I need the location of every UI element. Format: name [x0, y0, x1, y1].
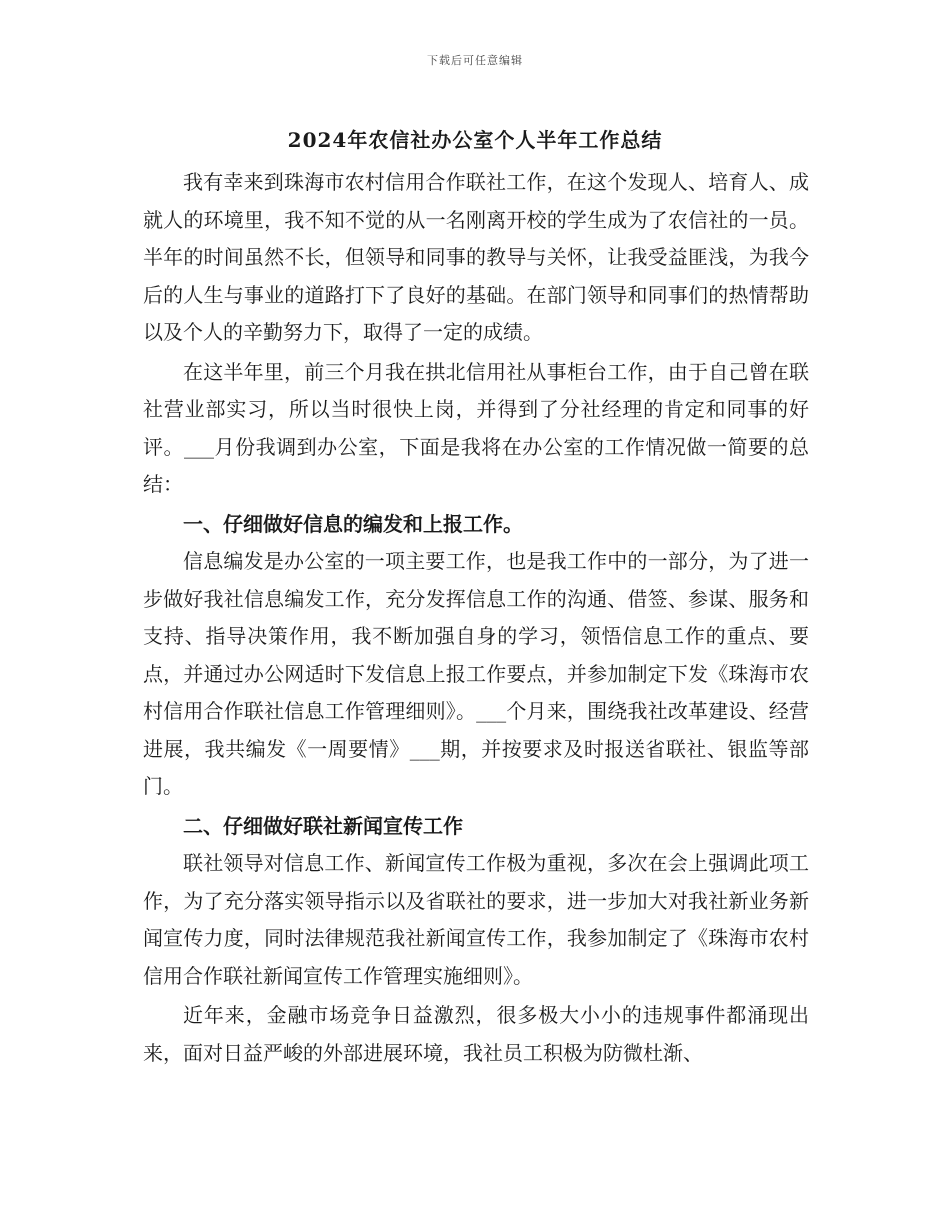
section-1-paragraph: 信息编发是办公室的一项主要工作，也是我工作中的一部分，为了进一步做好我社信息编发工作，充分发挥信息工作的沟通、借签、参谋、服务和支持、指导决策作用，我不断加强自身的学习，领悟信息工作的重点、要点，并通过办公网适时下发信息上报工作要点，并参加制定下发《珠海市农村信用合作联社信息工作管理细则》。___个月来，围绕我社改革建设、经营进展，我共编发《一周要情》___期，并按要求及时报送省联社、银监等部门。: [143, 549, 809, 798]
section-1-heading: 一、仔细做好信息的编发和上报工作。: [183, 511, 523, 536]
document-body: [143, 164, 809, 1074]
summary-paragraph: 在这半年里，前三个月我在拱北信用社从事柜台工作，由于自己曾在联社营业部实习，所以当时很快上岗，并得到了分社经理的肯定和同事的好评。___月份我调到办公室，下面是我将在办公室的工作情况做一简要的总结：: [143, 359, 809, 496]
section-2-paragraph-2: 近年来，金融市场竞争日益激烈，很多极大小小的违规事件都涌现出来，面对日益严峻的外部进展环境，我社员工积极为防微杜渐、: [143, 1003, 809, 1065]
page-header-note: 下载后可任意编辑: [427, 54, 523, 67]
section-2-paragraph-1: 联社领导对信息工作、新闻宣传工作极为重视，多次在会上强调此项工作，为了充分落实领导指示以及省联社的要求，进一步加大对我社新业务新闻宣传力度，同时法律规范我社新闻宣传工作，我参加制定了《珠海市农村信用合作联社新闻宣传工作管理实施细则》。: [143, 851, 809, 988]
section-2-heading: 二、仔细做好联社新闻宣传工作: [183, 813, 463, 838]
document-title: 2024年农信社办公室个人半年工作总结: [287, 128, 663, 152]
intro-paragraph: 我有幸来到珠海市农村信用合作联社工作，在这个发现人、培育人、成就人的环境里，我不知不觉的从一名刚离开校的学生成为了农信社的一员。半年的时间虽然不长，但领导和同事的教导与关怀，让我受益匪浅，为我今后的人生与事业的道路打下了良好的基础。在部门领导和同事们的热情帮助以及个人的辛勤努力下，取得了一定的成绩。: [143, 170, 809, 344]
